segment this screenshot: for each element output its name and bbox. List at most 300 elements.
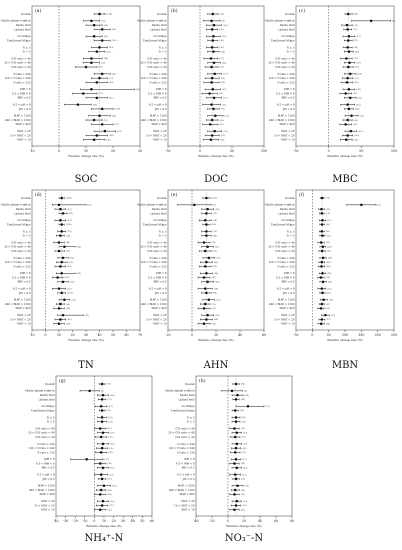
sample-size-label: (24) [108,452,113,455]
sample-size-label: (36) [241,417,246,420]
category-label: N rate < 120 [177,451,195,455]
category-label: 6.5 < MH < 8 [276,92,295,96]
category-label: 20 < C/N ratio < 40 [140,61,167,65]
category-label: N ≥ 5 [22,46,31,50]
mean-point [101,28,104,31]
x-axis-label: Relative change rate (%) [68,154,104,158]
sample-size-label: (39) [65,250,71,253]
x-axis-label: Relative change rate (%) [198,338,234,342]
mean-point [321,212,324,215]
sample-size-label: (16) [240,494,245,497]
mean-point [213,73,216,76]
mean-point [59,265,62,268]
sample-size-label: (75) [103,119,108,122]
category-label: Paddy-upland rotation [1,19,31,23]
mean-point [206,246,209,249]
mean-point [321,303,324,306]
sample-size-label: (35) [326,235,331,238]
sample-size-label: (21) [241,452,246,455]
sample-size-label: (36) [69,257,75,260]
mean-point [203,307,206,310]
category-label: 6.5 < pH < 8 [177,473,195,477]
sample-size-label: (12) [221,35,227,38]
mean-point [60,292,63,295]
mean-point [235,416,238,419]
category-label: Paddy field [15,24,31,28]
mean-point [235,383,238,386]
category-label: 120 < N rate < 240 [4,77,31,81]
mean-point [60,261,63,264]
sample-size-label: (30) [76,272,81,275]
mean-point [205,292,208,295]
mean-point [235,478,238,481]
category-label: 20 < C/N ratio < 40 [28,431,55,435]
mean-point [370,20,373,23]
sample-size-label: (70) [212,213,217,216]
x-axis-label: Relative change rate (%) [327,154,363,158]
x-tick-label: 40 [237,333,243,337]
sample-size-label: (68) [354,108,360,111]
panel-frame [56,376,152,516]
variable-caption: NH₄⁺-N [84,533,124,544]
panel-frame [296,190,394,330]
category-label: C/N ratio < 20 [11,249,31,253]
category-label: pH < 6.5 [154,107,167,111]
mean-point [345,138,348,141]
category-label: MH > 8 [184,458,195,462]
panel-letter: (d) [35,193,42,198]
mean-point [347,39,350,42]
variable-caption: NO₃⁻-N [224,533,264,544]
mean-point [96,50,99,53]
sample-size-label: (66) [65,303,71,306]
mean-point [62,281,65,284]
mean-point [98,115,101,118]
mean-point [205,234,208,237]
sample-size-label: (14) [224,115,229,118]
mean-point [234,436,237,439]
mean-point [102,394,105,397]
sample-size-label: (62) [106,51,111,54]
mean-point [204,303,207,306]
category-label: No-tillage [17,35,31,39]
mean-point [236,443,239,446]
sample-size-label: (42) [67,266,72,269]
category-label: Paddy-upland rotation [265,203,295,207]
sample-size-label: (41) [111,73,117,76]
mean-point [322,281,325,284]
sample-size-label: (46) [76,246,81,249]
mean-point [99,462,102,465]
sample-size-label: (28) [219,119,224,122]
category-label: MAT > 20 [153,130,167,134]
mean-point [346,46,349,49]
sample-size-label: (22) [221,62,227,65]
category-label: Paddy-upland rotation [137,203,167,207]
sample-size-label: (35) [114,124,119,127]
sample-size-label: (17) [223,73,228,76]
mean-point [99,427,102,430]
sample-size-label: (13) [240,428,245,431]
mean-point [346,81,349,84]
category-label: Traditional tillage [170,409,195,413]
sample-size-label: (47) [220,108,225,111]
mean-point [344,123,347,126]
category-label: MAT < 10 [17,322,31,326]
category-label: MAT > 20 [181,500,195,504]
category-label: N rate < 120 [277,265,295,269]
mean-point [235,458,238,461]
mean-point [102,500,105,503]
x-axis-label: Relative change rate (%) [86,524,122,528]
sample-size-label: (20) [211,242,216,245]
mean-point [210,103,213,106]
category-label: 400 < MAP < 1200 [141,302,167,306]
category-label: MAT < 10 [17,138,31,142]
mean-point [231,390,234,393]
sample-size-label: (76) [325,197,330,200]
category-label: 400 < MAP < 1200 [29,488,55,492]
x-tick-label: -10 [82,519,88,523]
mean-point [205,230,208,233]
x-tick-label: 100 [341,333,349,337]
sample-size-label: (12) [242,474,247,477]
category-label: MAT > 20 [41,500,55,504]
panel-letter: (b) [171,9,178,14]
category-label: N rate > 240 [149,256,167,260]
sample-size-label: (37) [215,246,220,249]
sample-size-label: (48) [213,319,219,322]
category-label: N rate < 120 [149,265,167,269]
variable-caption: MBN [331,360,359,371]
sample-size-label: (28) [326,261,331,264]
sample-size-label: (29) [109,447,114,450]
category-label: Upland field [278,28,295,32]
sample-size-label: (26) [92,104,98,107]
sample-size-label: (12) [87,204,92,207]
mean-point [212,13,215,16]
sample-size-label: (21) [325,308,330,311]
panel-letter: (e) [171,193,178,198]
mean-point [93,35,96,38]
category-label: Traditional tillage [142,223,167,227]
category-label: 6.5 < MH < 8 [276,276,295,280]
mean-point [98,77,101,80]
category-label: C/N ratio < 20 [175,435,195,439]
x-tick-label: 60 [261,333,267,337]
category-label: MH > 8 [156,88,167,92]
mean-point [208,299,211,302]
mean-point [233,508,236,511]
category-label: Traditional tillage [6,223,31,227]
x-tick-label: 30 [137,149,143,153]
sample-size-label: (13) [109,474,114,477]
sample-size-label: (60) [67,319,72,322]
x-tick-label: 0 [198,149,202,153]
category-label: C/N ratio > 40 [147,57,167,61]
sample-size-label: (128) [65,197,72,200]
sample-size-label: (36) [107,463,112,466]
sample-size-label: (23) [108,436,113,439]
x-axis-label: Relative change rate (%) [226,524,262,528]
mean-point [233,427,236,430]
category-label: 20 < C/N ratio < 40 [4,61,31,65]
mean-point [101,420,104,423]
category-label: Paddy field [15,208,31,212]
sample-size-label: (68) [109,135,114,138]
mean-point [203,276,206,279]
category-label: MAP < 400 [279,307,295,311]
category-label: Paddy-upland rotation [1,203,31,207]
sample-size-label: (36) [69,281,75,284]
x-tick-label: 20 [110,149,116,153]
category-label: N ≥ 5 [186,416,195,420]
x-tick-label: 50 [359,149,364,153]
mean-point [321,292,324,295]
category-label: 120 < N rate < 240 [140,261,167,265]
mean-point [346,134,349,137]
mean-point [96,97,99,100]
sample-size-label: (32) [354,66,360,69]
category-label: Upland field [38,398,55,402]
mean-point [90,88,93,91]
panel-nhn [25,376,154,544]
sample-size-label: (30) [327,246,332,249]
x-tick-label: -30 [63,519,69,523]
sample-size-label: (21) [110,443,115,446]
variable-caption: DOC [204,174,228,185]
category-label: 120 < N rate < 240 [268,77,295,81]
sample-size-label: (4) [243,390,247,393]
category-label: MAT > 20 [17,130,31,134]
mean-point [347,66,350,69]
category-label: N rate > 240 [177,442,195,446]
sample-size-label: (17) [330,314,336,317]
category-label: N rate > 240 [13,256,31,260]
mean-point [59,303,62,306]
mean-point [206,208,209,211]
category-label: pH < 6.5 [18,107,31,111]
mean-point [85,66,88,69]
x-tick-label: -20 [209,519,215,523]
sample-size-label: (18) [107,494,112,497]
mean-point [96,134,99,137]
mean-point [60,272,63,275]
mean-point [93,138,96,141]
category-label: MAP > 1200 [13,114,31,118]
category-label: Traditional tillage [6,39,31,43]
sample-size-label: (46) [353,47,358,50]
sample-size-label: (41) [108,417,113,420]
category-label: C/N ratio < 20 [11,65,31,69]
x-tick-label: 0 [226,519,230,523]
category-label: N < 5 [22,234,31,238]
sample-size-label: (39) [354,135,359,138]
category-label: Paddy field [179,394,195,398]
mean-point [59,219,62,222]
panel-letter: (g) [59,379,66,384]
sample-size-label: (57) [109,77,114,80]
sample-size-label: (23) [67,288,72,291]
category-label: 10 < MAT < 20 [174,504,195,508]
sample-size-label: (34) [103,24,108,27]
panel-frame [32,6,140,146]
mean-point [346,119,349,122]
mean-point [321,197,324,200]
mean-point [206,281,209,284]
category-label: MAT < 10 [153,138,167,142]
mean-point [88,390,91,393]
x-tick-label: -20 [72,519,78,523]
category-label: 10 < MAT < 20 [146,134,167,138]
sample-size-label: (34) [136,88,141,91]
sample-size-label: (33) [212,266,217,269]
mean-point [348,108,351,111]
mean-point [210,20,213,23]
sample-size-label: (31) [242,505,247,508]
category-label: Overall [20,196,31,200]
sample-size-label: (35) [326,319,331,322]
mean-point [101,409,104,412]
mean-point [101,383,104,386]
mean-point [235,398,238,401]
x-tick-label: 10 [83,149,89,153]
category-label: MH < 6.5 [17,280,31,284]
sample-size-label: (22) [327,281,333,284]
category-label: Paddy-upland rotation [265,19,295,23]
sample-size-label: (31) [212,250,217,253]
x-tick-label: 50 [110,333,116,337]
category-label: 6.5 < MH < 8 [12,92,31,96]
mean-point [322,246,325,249]
category-label: C/N ratio < 20 [147,65,167,69]
sample-size-label: (29) [354,82,359,85]
sample-size-label: (15) [327,219,332,222]
x-tick-label: 20 [241,519,247,523]
category-label: pH < 6.5 [182,477,195,481]
category-label: 10 < MAT < 20 [10,134,31,138]
category-label: Upland field [14,28,31,32]
sample-size-label: (33) [117,130,122,133]
category-label: C/N ratio > 40 [35,427,55,431]
category-label: Upland field [178,398,195,402]
category-label: Upland field [278,212,295,216]
mean-point [60,197,63,200]
sample-size-label: (18) [328,299,334,302]
sample-size-label: (102) [211,197,218,200]
sample-size-label: (54) [240,478,245,481]
sample-size-label: (52) [101,62,106,65]
mean-point [62,212,65,215]
panel-mbn [265,190,397,371]
mean-point [63,299,66,302]
mean-point [101,416,104,419]
category-label: N rate > 240 [13,72,31,76]
sample-size-label: (61) [325,224,331,227]
category-label: 20 < C/N ratio < 40 [268,61,295,65]
mean-point [209,123,212,126]
category-label: MH < 6.5 [281,280,295,284]
mean-point [101,39,104,42]
category-label: Paddy field [151,24,167,28]
sample-size-label: (39) [65,323,71,326]
sample-size-label: (18) [112,485,117,488]
category-label: 400 < MAP < 1200 [5,118,31,122]
sample-size-label: (56) [65,235,71,238]
category-label: pH < 6.5 [154,291,167,295]
panel-frame [168,190,264,330]
category-label: 20 < C/N ratio < 40 [168,431,195,435]
sample-size-label: (14) [327,288,332,291]
mean-point [234,473,237,476]
x-tick-label: 50 [326,333,331,337]
category-label: Paddy-upland rotation [165,389,195,393]
sample-size-label: (40) [213,261,219,264]
category-label: pH < 6.5 [282,291,295,295]
mean-point [102,467,105,470]
variable-caption: TN [78,360,94,371]
mean-point [208,92,211,95]
x-tick-label: -10 [29,149,35,153]
sample-size-label: (48) [109,82,114,85]
mean-point [211,28,214,31]
sample-size-label: (29) [216,257,221,260]
category-label: MAP > 1200 [177,484,195,488]
sample-size-label: (20) [220,82,225,85]
sample-size-label: (15) [242,458,247,461]
sample-size-label: (17) [356,35,361,38]
sample-size-label: (21) [240,509,245,512]
mean-point [348,35,351,38]
sample-size-label: (72) [67,231,72,234]
category-label: N < 5 [158,234,167,238]
sample-size-label: (18) [110,394,115,397]
category-label: MAP < 400 [151,307,167,311]
mean-point [56,276,59,279]
mean-point [93,24,96,27]
x-tick-label: 0 [44,333,47,337]
sample-size-label: (105) [67,292,73,295]
sample-size-label: (15) [107,428,112,431]
sample-size-label: (59) [353,29,358,32]
sample-size-label: (22) [215,314,220,317]
sample-size-label: (52) [211,303,216,306]
sample-size-label: (13) [108,405,113,408]
panel-frame [32,190,140,330]
category-label: N < 5 [186,420,195,424]
category-label: 6.5 < MH < 8 [36,462,55,466]
sample-size-label: (24) [243,432,248,435]
panel-tn [1,190,142,371]
mean-point [101,123,104,126]
category-label: pH < 6.5 [18,291,31,295]
category-label: 20 < C/N ratio < 40 [4,245,31,249]
category-label: MAT < 10 [281,138,295,142]
sample-size-label: (21) [241,436,246,439]
category-label: N rate > 240 [277,72,295,76]
category-label: MAT > 20 [281,130,295,134]
x-axis-label: Relative change rate (%) [327,338,363,342]
mean-point [100,436,103,439]
sample-size-label: (41) [109,97,114,100]
panel-non [165,376,294,544]
mean-point [205,212,208,215]
mean-point [102,432,105,435]
category-label: 10 < MAT < 20 [10,318,31,322]
sample-size-label: (84) [109,47,114,50]
category-label: MAP < 400 [151,123,167,127]
sample-size-label: (56) [212,231,217,234]
